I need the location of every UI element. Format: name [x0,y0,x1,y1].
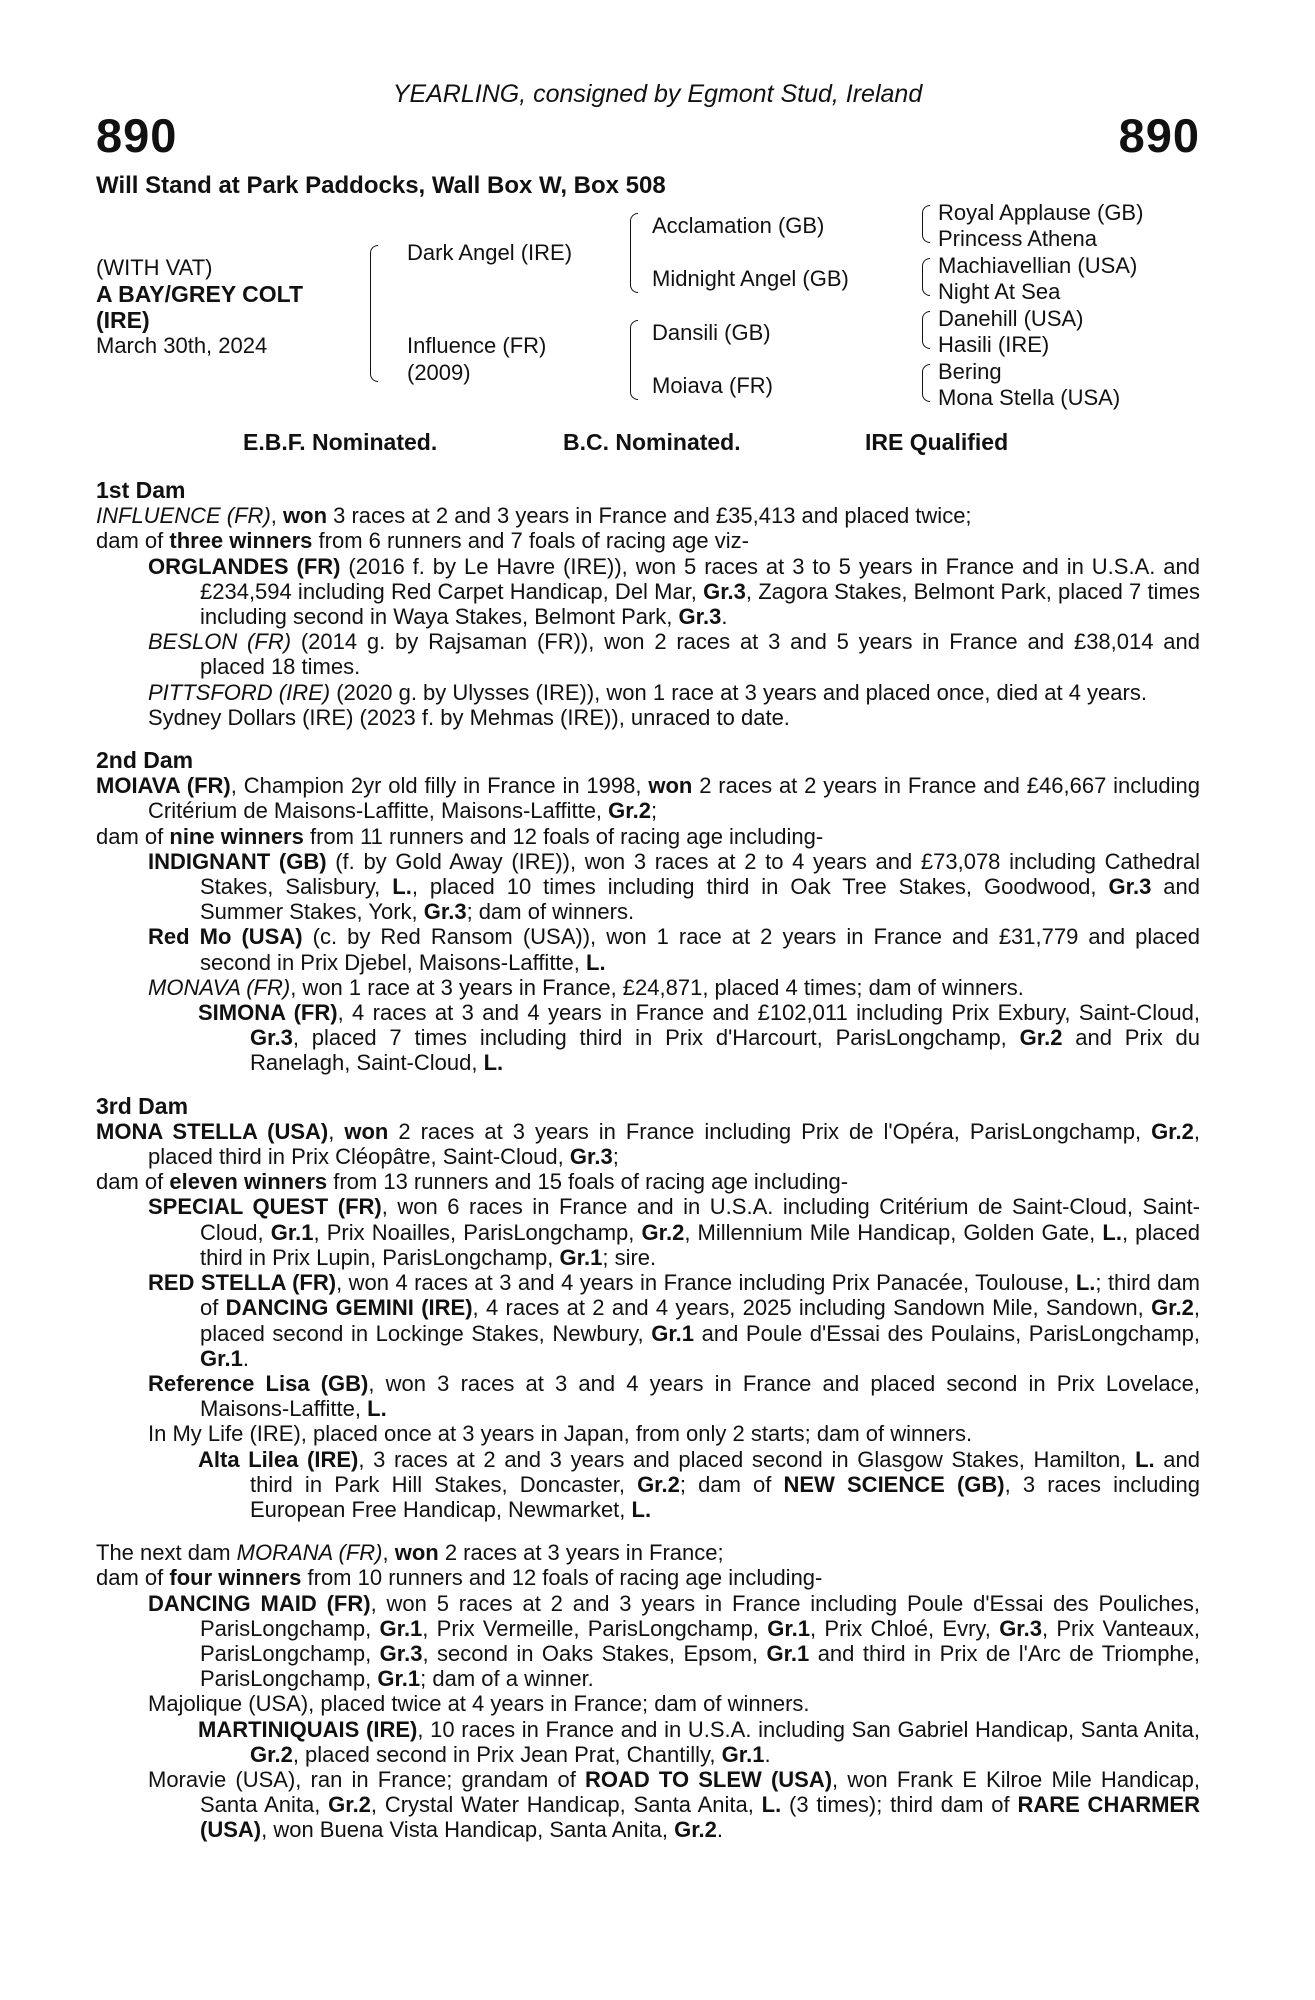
dam-dam: Moiava (FR) [652,373,774,398]
ebf-nominated: E.B.F. Nominated. [243,429,438,455]
sire: Dark Angel (IRE) [407,240,573,265]
produce-orglandes: ORGLANDES (FR) (2016 f. by Le Havre (IRE)), won 5 races at 3 to 5 years in France and in U.S.A. and £234,594 including Red Carpet Handicap, Del Mar, Gr.3, Zagora Stakes, Belmont Park, placed 7 times including second in Waya Stakes, Belmont Park, Gr.3. [148,553,1201,630]
ped-sdd: Night At Sea [938,279,1061,304]
sire-sire: Acclamation (GB) [652,213,825,238]
produce-reference-lisa: Reference Lisa (GB), won 3 races at 3 and 4 years in France and placed second in Prix Lovelace, Maisons-Laffitte, L. [148,1370,1200,1422]
produce-moravie: Moravie (USA), ran in France; grandam of ROAD TO SLEW (USA), won Frank E Kilroe Mile Handicap, Santa Anita, Gr.2, Crystal Water Handicap, Santa Anita, L. (3 times); third dam of RARE CHARMER (USA), won Buena Vista Handicap, Santa Anita, Gr.2. [148,1766,1200,1843]
produce-pittsford: PITTSFORD (IRE) (2020 g. by Ulysses (IRE)), won 1 race at 3 years and placed once, died at 4 years. [148,679,1147,705]
vat-note: (WITH VAT) [96,255,213,280]
ped-dds: Bering [938,359,1002,384]
second-dam-produce-summary: dam of nine winners from 11 runners and 12 foals of racing age including- [96,823,824,849]
produce-indignant: INDIGNANT (GB) (f. by Gold Away (IRE)), won 3 races at 2 to 4 years and £73,078 including Cathedral Stakes, Salisbury, L., placed 10 times including third in Oak Tree Stakes, Goodwood, Gr.3 and Summer Stakes, York, Gr.3; dam of winners. [148,848,1201,925]
bc-nominated: B.C. Nominated. [563,429,741,455]
first-dam-produce-summary: dam of three winners from 6 runners and 7 foals of racing age viz- [96,528,749,554]
lot-number-right: 890 [1118,109,1200,162]
pedigree-brace-3 [630,320,638,400]
ped-sds: Machiavellian (USA) [938,253,1138,278]
pedigree-brace-4 [922,205,930,243]
second-dam-entry: MOIAVA (FR), Champion 2yr old filly in France in 1998, won 2 races at 2 years in France and £46,667 including Critérium de Maisons-Laffitte, Maisons-Laffitte, Gr.2; [96,773,1200,824]
pedigree-brace-1 [370,245,378,382]
ped-sss: Royal Applause (GB) [938,200,1144,225]
catalogue-body [96,478,1200,1843]
ped-dsd: Hasili (IRE) [938,332,1050,357]
sire-dam: Midnight Angel (GB) [652,266,849,291]
third-dam-produce-summary: dam of eleven winners from 13 runners and 15 foals of racing age including- [96,1169,849,1195]
next-dam-entry: The next dam MORANA (FR), won 2 races at 3 years in France; [96,1540,724,1566]
second-dam-heading: 2nd Dam [96,747,194,774]
first-dam-entry: INFLUENCE (FR), won 3 races at 2 and 3 years in France and £35,413 and placed twice; [96,503,972,529]
next-dam-produce-summary: dam of four winners from 10 runners and 12 foals of racing age including- [96,1565,823,1591]
first-dam-heading: 1st Dam [96,477,186,503]
produce-dancing-maid: DANCING MAID (FR), won 5 races at 2 and 3 years in France including Poule d'Essai des Pouliches, ParisLongchamp, Gr.1, Prix Vermeille, ParisLongchamp, Gr.1, Prix Chloé, Evry, Gr.3, Prix Vanteaux, ParisLongchamp, Gr.3, second in Oaks Stakes, Epsom, Gr.1 and third in Prix de l'Arc de Triomphe, ParisLongchamp, Gr.1; dam of a winner. [148,1590,1201,1692]
stand-location: Will Stand at Park Paddocks, Wall Box W, Box 508 [96,172,666,199]
consignment-line: YEARLING, consigned by Egmont Stud, Ireland [392,80,923,108]
pedigree-brace-5 [922,258,930,296]
produce-majolique: Majolique (USA), placed twice at 4 years in France; dam of winners. [148,1691,810,1717]
produce-beslon: BESLON (FR) (2014 g. by Rajsaman (FR)), won 2 races at 3 and 5 years in France and £38,014 and placed 18 times. [148,629,1200,680]
ped-ddd: Mona Stella (USA) [938,385,1121,410]
horse-description: A BAY/GREY COLT [96,281,304,307]
produce-martiniquais: MARTINIQUAIS (IRE), 10 races in France and in U.S.A. including San Gabriel Handicap, Santa Anita, Gr.2, placed second in Prix Jean Prat, Chantilly, Gr.1. [198,1716,1201,1767]
dam-year: (2009) [407,360,471,385]
produce-sydney-dollars: Sydney Dollars (IRE) (2023 f. by Mehmas (IRE)), unraced to date. [148,704,790,730]
dam: Influence (FR) [407,333,547,358]
third-dam-heading: 3rd Dam [96,1092,189,1119]
produce-special-quest: SPECIAL QUEST (FR), won 6 races in France and in U.S.A. including Critérium de Saint-Cloud, Saint-Cloud, Gr.1, Prix Noailles, ParisLongchamp, Gr.2, Millennium Mile Handicap, Golden Gate, L., placed third in Prix Lupin, ParisLongchamp, Gr.1; sire. [148,1194,1200,1270]
produce-red-mo: Red Mo (USA) (c. by Red Ransom (USA)), won 1 race at 2 years in France and £31,779 and placed second in Prix Djebel, Maisons-Laffitte, L. [148,924,1200,975]
dam-sire: Dansili (GB) [652,320,771,345]
ped-dss: Danehill (USA) [938,306,1084,331]
ire-qualified: IRE Qualified [865,429,1009,455]
foaling-date: March 30th, 2024 [96,333,268,358]
ped-ssd: Princess Athena [938,226,1097,251]
third-dam-entry: MONA STELLA (USA), won 2 races at 3 years in France including Prix de l'Opéra, ParisLongchamp, Gr.2, placed third in Prix Cléopâtre, Saint-Cloud, Gr.3; [96,1118,1200,1170]
pedigree-brace-7 [922,364,930,402]
produce-monava: MONAVA (FR), won 1 race at 3 years in France, £24,871, placed 4 times; dam of winners. [148,974,1024,1000]
produce-red-stella: RED STELLA (FR), won 4 races at 3 and 4 years in France including Prix Panacée, Toulouse, L.; third dam of DANCING GEMINI (IRE), 4 races at 2 and 4 years, 2025 including Sandown Mile, Sandown, Gr.2, placed second in Lockinge Stakes, Newbury, Gr.1 and Poule d'Essai des Poulains, ParisLongchamp, Gr.1. [148,1270,1200,1371]
lot-number-left: 890 [96,109,178,162]
pedigree-brace-6 [922,311,930,349]
horse-origin: (IRE) [96,307,150,333]
produce-in-my-life: In My Life (IRE), placed once at 3 years in Japan, from only 2 starts; dam of winners. [148,1421,973,1447]
produce-alta-lilea: Alta Lilea (IRE), 3 races at 2 and 3 years and placed second in Glasgow Stakes, Hamilton, L. and third in Park Hill Stakes, Doncaster, Gr.2; dam of NEW SCIENCE (GB), 3 races including European Free Handicap, Newmarket, L. [198,1446,1201,1522]
produce-simona: SIMONA (FR), 4 races at 3 and 4 years in France and £102,011 including Prix Exbury, Saint-Cloud, Gr.3, placed 7 times including third in Prix d'Harcourt, ParisLongchamp, Gr.2 and Prix du Ranelagh, Saint-Cloud, L. [198,1000,1200,1076]
pedigree-brace-2 [630,213,638,293]
